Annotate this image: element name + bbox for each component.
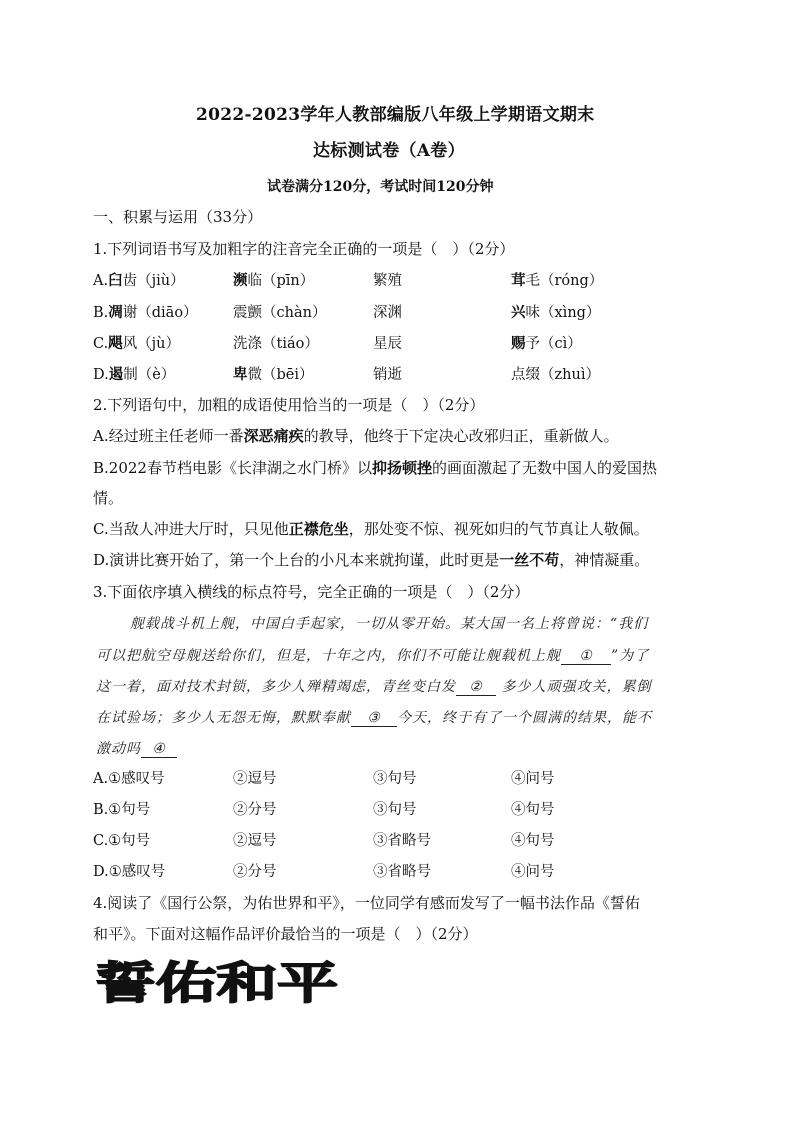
q3-passage-line: 激动吗 ④ [96, 738, 177, 758]
q1-option-b-word4: 兴味（xìng） [511, 304, 601, 321]
blank-1: ① [561, 648, 611, 665]
q3-passage-line: 可以把航空母舰送给你们，但是，十年之内，你们不可能让舰载机上舰 ① ”为了 [96, 648, 650, 664]
q3-option-cell: B.①句号 [93, 802, 151, 818]
question-4-stem-cont: 和平》。下面对这幅作品评价最恰当的一项是（ ）（2分） [93, 925, 478, 943]
q3-option-cell: ③句号 [373, 802, 417, 818]
q2-option-b-cont: 情。 [93, 489, 124, 507]
q1-option-d-word4: 点缀（zhuì） [511, 367, 600, 383]
q1-option-a-word1: A.臼齿（jiù） [93, 272, 185, 289]
q1-option-a-word3: 繁殖 [373, 273, 402, 289]
q3-option-cell: ④句号 [511, 802, 555, 818]
question-1-stem: 1.下列词语书写及加粗字的注音完全正确的一项是（ ）（2分） [93, 240, 515, 258]
q1-option-d-word2: 卑微（bēi） [233, 366, 314, 383]
q1-option-c-word3: 星辰 [373, 336, 402, 352]
q3-option-cell: ③句号 [373, 771, 417, 787]
q3-option-cell: ③省略号 [373, 864, 431, 880]
exam-info: 试卷满分120分，考试时间120分钟 [267, 179, 494, 195]
q1-option-b-word1: B.凋谢（diāo） [93, 304, 198, 321]
q1-option-d-word1: D.遏制（è） [93, 366, 176, 383]
q1-option-c-word1: C.飓风（jù） [93, 335, 181, 352]
q1-option-b-word2: 震颤（chàn） [233, 305, 327, 321]
question-4-stem: 4.阅读了《国行公祭，为佑世界和平》，一位同学有感而发写了一幅书法作品《誓佑 [93, 894, 640, 912]
calligraphy-text: 誓佑和平 [95, 958, 338, 1006]
q3-option-cell: ②分号 [233, 802, 277, 818]
q3-passage-line: 在试验场；多少人无怨无悔，默默奉献 ③ 今天，终于有了一个圆满的结果，能不 [96, 710, 652, 726]
question-2-stem: 2.下列语句中，加粗的成语使用恰当的一项是（ ）（2分） [93, 396, 485, 414]
q3-option-cell: ③省略号 [373, 833, 431, 849]
calligraphy-artwork [95, 958, 340, 1006]
q1-option-a-word2: 濒临（pīn） [233, 272, 315, 289]
q3-passage-line: 舰载战斗机上舰，中国白手起家，一切从零开始。某大国一名上将曾说：“我们 [130, 616, 649, 632]
q3-option-cell: C.①句号 [93, 833, 151, 849]
blank-3: ③ [351, 710, 397, 727]
q3-passage-line: 这一着，面对技术封锁，多少人殚精竭虑，青丝变白发 ② 多少人顽强攻关，累倒 [96, 679, 652, 695]
q3-option-cell: ②分号 [233, 864, 277, 880]
q3-option-cell: D.①感叹号 [93, 864, 166, 880]
q3-option-cell: ④问号 [511, 864, 555, 880]
q2-option-b: B.2022春节档电影《长津湖之水门桥》以抑扬顿挫的画面激起了无数中国人的爱国热 [93, 459, 657, 477]
q3-option-cell: ②逗号 [233, 833, 277, 849]
question-3-stem: 3.下面依序填入横线的标点符号，完全正确的一项是（ ）（2分） [93, 583, 530, 601]
q2-option-a: A.经过班主任老师一番深恶痛疾的教导，他终于下定决心改邪归正，重新做人。 [93, 427, 619, 445]
blank-4: ④ [141, 741, 177, 758]
q1-option-c-word4: 赐予（cì） [511, 335, 582, 352]
q3-option-cell: ④问号 [511, 771, 555, 787]
q2-option-d: D.演讲比赛开始了，第一个上台的小凡本来就拘谨，此时更是一丝不苟，神情凝重。 [93, 551, 650, 569]
blank-2: ② [456, 679, 496, 696]
q2-option-c: C.当敌人冲进大厅时，只见他正襟危坐，那处变不惊、视死如归的气节真让人敬佩。 [93, 520, 649, 538]
q1-option-a-word4: 茸毛（róng） [511, 272, 604, 289]
q3-option-cell: A.①感叹号 [93, 771, 165, 787]
q3-option-cell: ④句号 [511, 833, 555, 849]
q1-option-c-word2: 洗涤（tiáo） [233, 336, 319, 352]
q1-option-d-word3: 销逝 [373, 367, 402, 383]
q3-option-cell: ②逗号 [233, 771, 277, 787]
section-heading: 一、积累与运用（33分） [93, 208, 263, 226]
q1-option-b-word3: 深渊 [373, 305, 402, 321]
page-subtitle: 达标测试卷（A卷） [313, 141, 465, 161]
page-title: 2022-2023学年人教部编版八年级上学期语文期末 [196, 105, 595, 125]
